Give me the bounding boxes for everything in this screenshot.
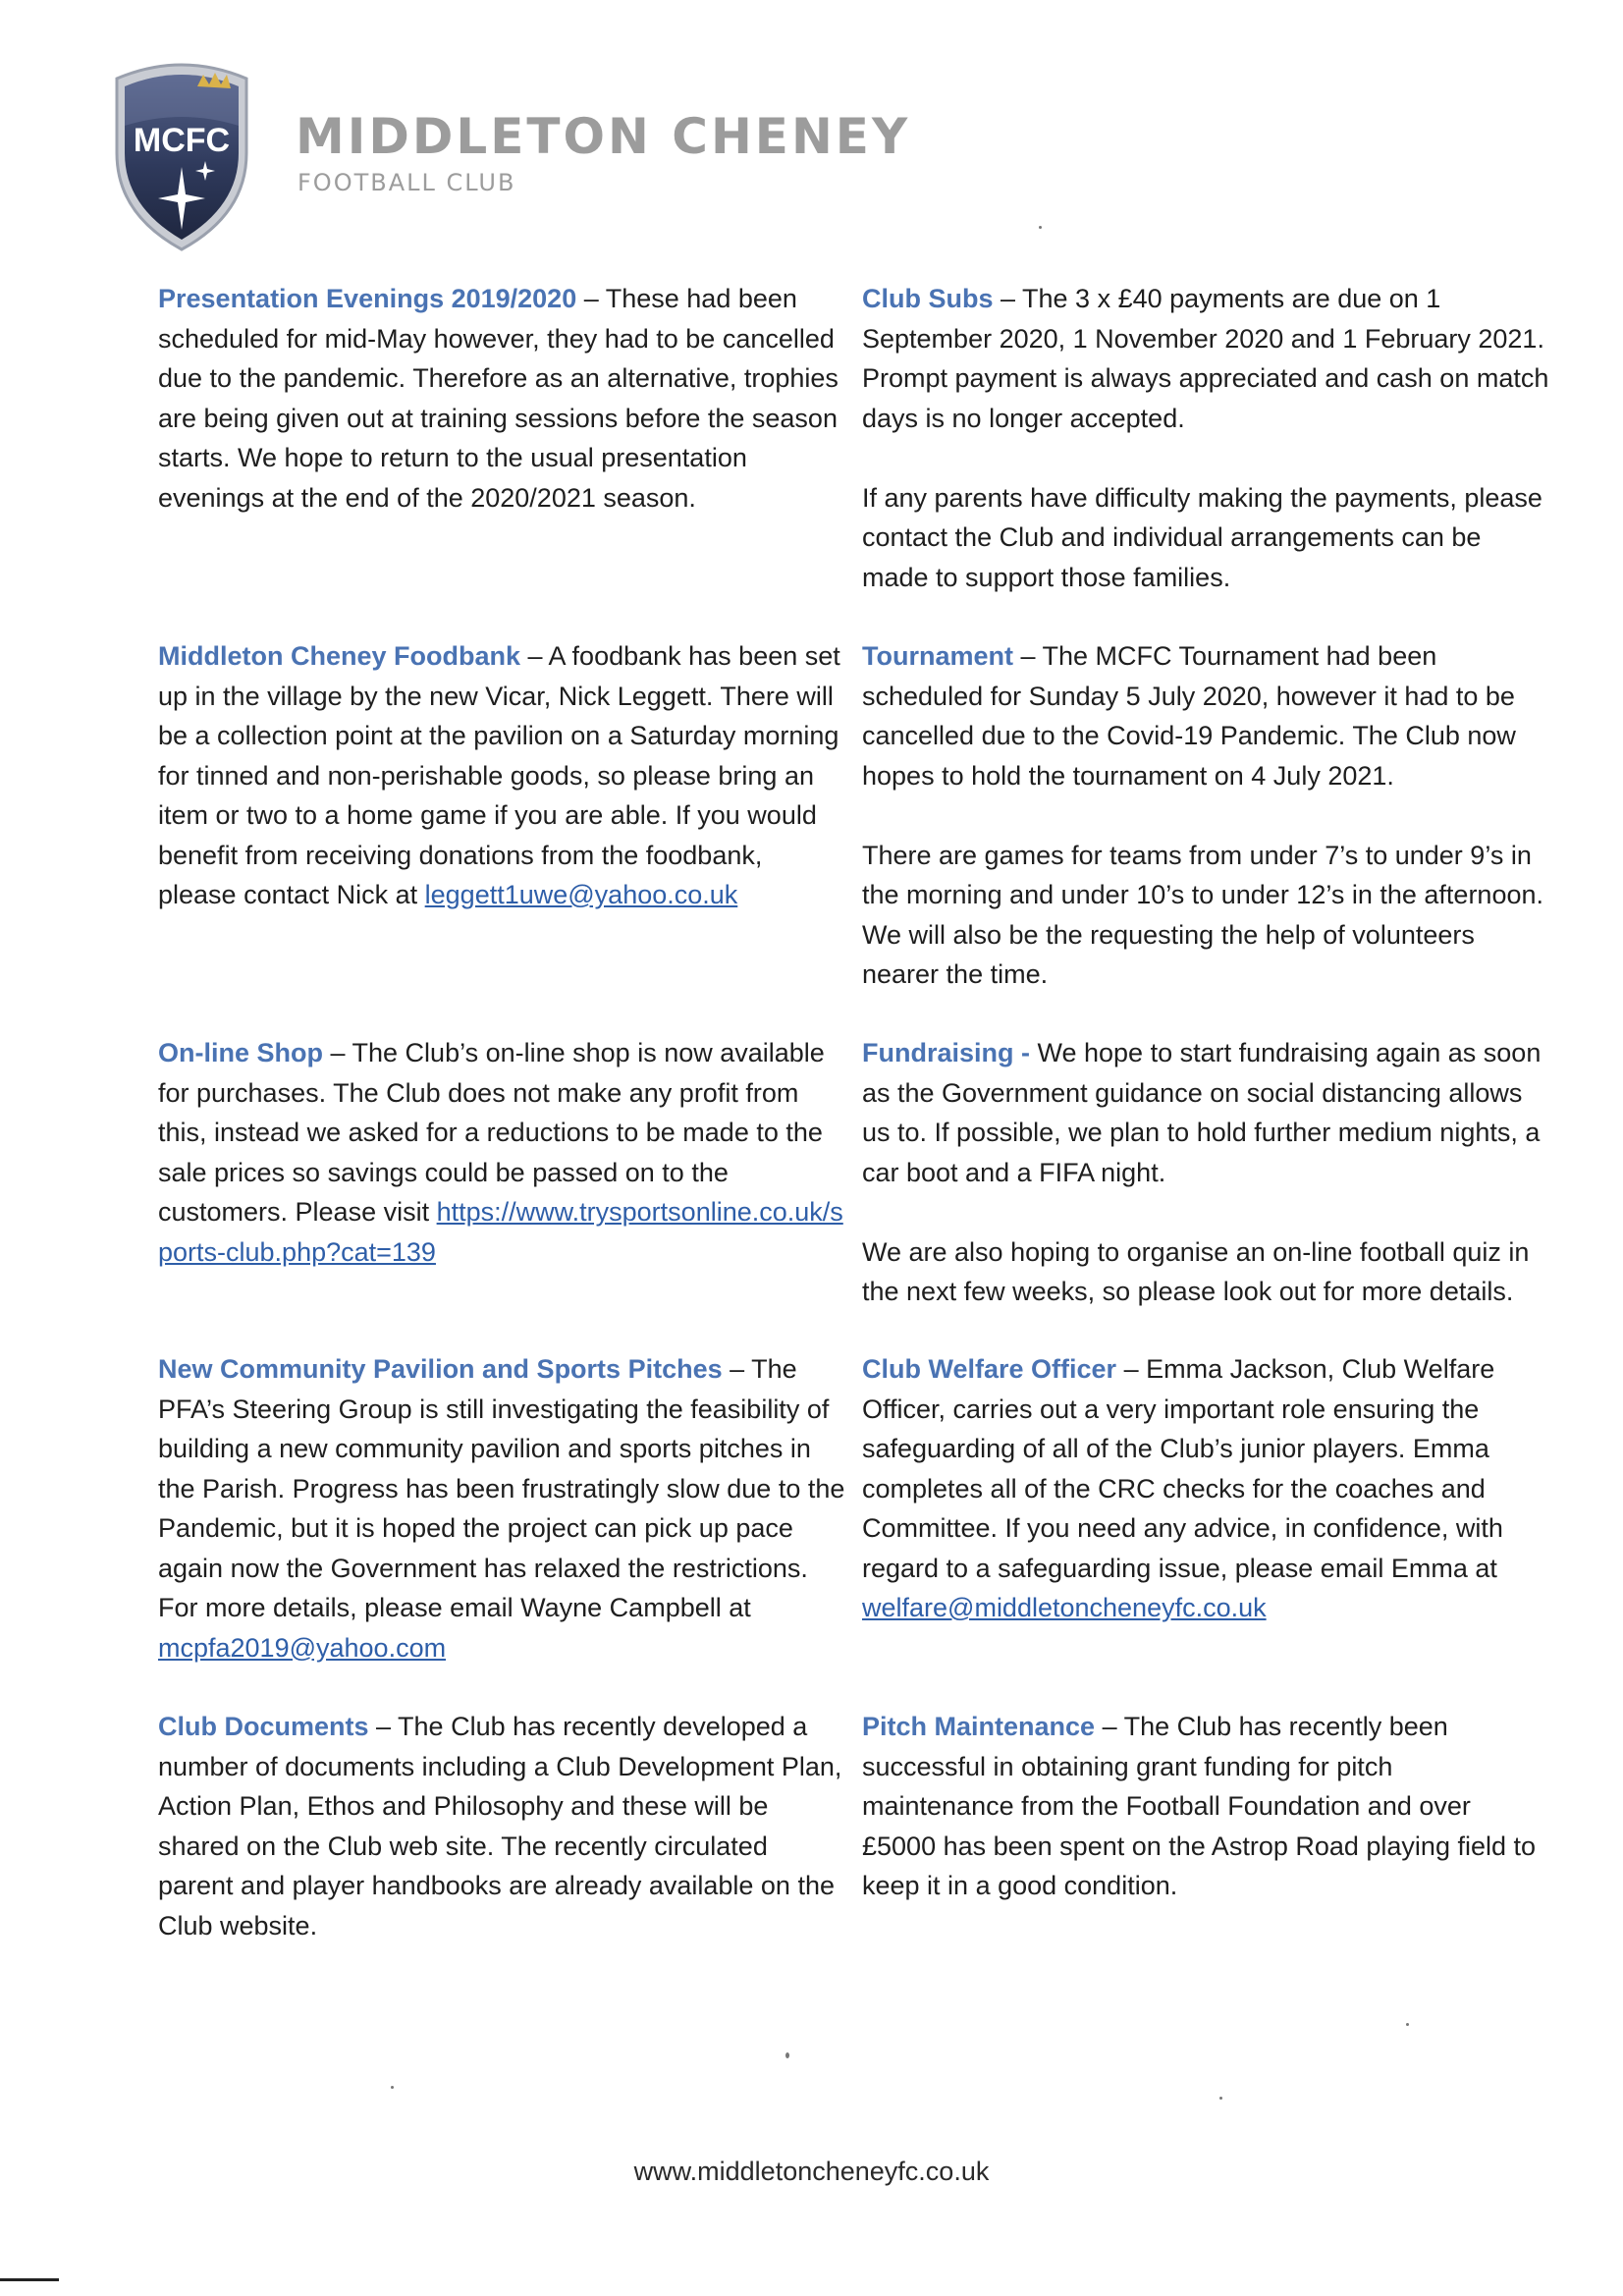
club-name: MIDDLETON CHENEY	[296, 108, 911, 165]
welfare-email-link[interactable]: welfare@middletoncheneyfc.co.uk	[862, 1593, 1267, 1622]
scan-speck	[1406, 2023, 1409, 2026]
section-body: The Club’s on-line shop is now available for purchases. The Club does not make any profit from this, instead we asked for a reductions to be made to the sale prices so savings could be passed on to the customers. Please visit	[158, 1038, 825, 1227]
scan-edge-mark	[0, 2278, 59, 2281]
section-welfare-officer: Club Welfare Officer – Emma Jackson, Club Welfare Officer, carries out a very important role ensuring the safeguarding of all of the Club’s junior players. Emma completes all of the CRC checks for the coaches and Committee. If you need any advice, in confidence, with regard to a safeguarding issue, please email Emma at welfare@middletoncheneyfc.co.uk	[862, 1354, 1503, 1622]
section-club-subs: Club Subs – The 3 x £40 payments are due on 1 September 2020, 1 November 2020 and 1 February 2021. Prompt payment is always appreciated and cash on match days is no longer accepted. If any parents have difficulty making the payments, please contact the Club and individual arrangements can be made to support those families.	[862, 279, 1549, 597]
section-body-2: There are games for teams from under 7’s to under 9’s in the morning and under 10’s to under 12’s in the afternoon. We will also be the requesting the help of volunteers nearer the time.	[862, 840, 1543, 989]
section-body: The Club has recently been successful in obtaining grant funding for pitch maintenance from the Football Foundation and over £5000 has been spent on the Astrop Road playing field to keep it in a good condition.	[862, 1712, 1537, 1900]
section-body: The Club has recently developed a number of documents including a Club Development Plan, Action Plan, Ethos and Philosophy and these will be shared on the Club web site. The recently circulated parent and player handbooks are already available on the Club website.	[158, 1712, 842, 1941]
pavilion-email-link[interactable]: mcpfa2019@yahoo.com	[158, 1632, 447, 1663]
section-body: A foodbank has been set up in the village by the new Vicar, Nick Leggett. There will be a collection point at the pavilion on a Saturday morning for tinned and non-perishable goods, so please bring an item or two to a home game if you are able. If you would benefit from receiving donations from the foodbank, please contact Nick at	[158, 641, 840, 909]
scan-speck	[785, 2052, 789, 2058]
section-heading: On-line Shop	[158, 1038, 323, 1067]
section-body: The PFA’s Steering Group is still investigating the feasibility of building a new community pavilion and sports pitches in the Parish. Progress has been frustratingly slow due to the Pandemic, but it is hoped the project can pick up pace again now the Government has relaxed the restrictions. For more details, please email Wayne Campbell at	[158, 1354, 845, 1622]
section-club-documents: Club Documents – The Club has recently developed a number of documents including a Club Development Plan, Action Plan, Ethos and Philosophy and these will be shared on the Club web site. The recently circulated parent and player handbooks are already available on the Club website.	[158, 1712, 842, 1941]
section-pavilion: New Community Pavilion and Sports Pitches – The PFA’s Steering Group is still investigating the feasibility of building a new community pavilion and sports pitches in the Parish. Progress has been frustratingly slow due to the Pandemic, but it is hoped the project can pick up pace again now the Government has relaxed the restrictions. For more details, please email Wayne Campbell at mcpfa2019@yahoo.com	[158, 1354, 845, 1663]
section-tournament: Tournament – The MCFC Tournament had been scheduled for Sunday 5 July 2020, however it had to be cancelled due to the Covid-19 Pandemic. The Club now hopes to hold the tournament on 4 July 2021. There are games for teams from under 7’s to under 9’s in the morning and under 10’s to under 12’s in the afternoon. We will also be the requesting the help of volunteers nearer the time.	[862, 636, 1549, 995]
scan-speck	[1219, 2097, 1222, 2100]
section-heading: Tournament	[862, 641, 1013, 671]
section-heading: New Community Pavilion and Sports Pitches	[158, 1354, 723, 1384]
section-body-2: If any parents have difficulty making the payments, please contact the Club and individual arrangements can be made to support those families.	[862, 482, 1542, 592]
shop-url-link[interactable]: https://www.trysportsonline.co.uk/sports-club.php?cat=139	[158, 1197, 843, 1267]
club-crest-logo	[103, 57, 260, 253]
section-online-shop: On-line Shop – The Club’s on-line shop is now available for purchases. The Club does not make any profit from this, instead we asked for a reductions to be made to the sale prices so savings could be passed on to the customers. Please visit https://www.trysportsonline.co.uk/sports-club.php?cat=139	[158, 1038, 843, 1267]
scan-speck	[391, 2086, 394, 2089]
section-body: These had been scheduled for mid-May however, they had to be cancelled due to the pandemic. Therefore as an alternative, trophies are being given out at training sessions before the season starts. We hope to return to the usual presentation evenings at the end of the 2020/2021 season.	[158, 284, 839, 513]
section-pitch-maintenance: Pitch Maintenance – The Club has recently been successful in obtaining grant funding for pitch maintenance from the Football Foundation and over £5000 has been spent on the Astrop Road playing field to keep it in a good condition.	[862, 1712, 1537, 1900]
section-heading: Club Welfare Officer	[862, 1354, 1117, 1384]
footer-website: www.middletoncheneyfc.co.uk	[633, 2157, 990, 2186]
crest-text: MCFC	[133, 122, 231, 159]
letterhead	[103, 57, 911, 253]
section-body: We hope to start fundraising again as soon as the Government guidance on social distancing allows us to. If possible, we plan to hold further medium nights, a car boot and a FIFA night.	[862, 1038, 1542, 1187]
section-body: The 3 x £40 payments are due on 1 September 2020, 1 November 2020 and 1 February 2021. Prompt payment is always appreciated and cash on match days is no longer accepted.	[862, 284, 1549, 433]
club-subtitle: FOOTBALL CLUB	[298, 169, 516, 196]
scan-speck	[1039, 226, 1042, 229]
section-body: The MCFC Tournament had been scheduled for Sunday 5 July 2020, however it had to be cancelled due to the Covid-19 Pandemic. The Club now hopes to hold the tournament on 4 July 2021.	[862, 641, 1516, 791]
section-foodbank: Middleton Cheney Foodbank – A foodbank has been set up in the village by the new Vicar, Nick Leggett. There will be a collection point at the pavilion on a Saturday morning for tinned and non-perishable goods, so please bring an item or two to a home game if you are able. If you would benefit from receiving donations from the foodbank, please contact Nick at leggett1uwe@yahoo.co.uk	[158, 641, 840, 909]
section-body: Emma Jackson, Club Welfare Officer, carries out a very important role ensuring the safeguarding of all of the Club’s junior players. Emma completes all of the CRC checks for the coaches and Committee. If you need any advice, in confidence, with regard to a safeguarding issue, please email Emma at	[862, 1354, 1503, 1583]
section-heading: Middleton Cheney Foodbank	[158, 641, 520, 671]
section-heading: Presentation Evenings 2019/2020	[158, 284, 577, 313]
section-heading: Pitch Maintenance	[862, 1712, 1096, 1741]
section-heading: Club Subs	[862, 284, 994, 313]
section-body-2: We are also hoping to organise an on-line football quiz in the next few weeks, so please look out for more details.	[862, 1236, 1530, 1306]
section-presentation: Presentation Evenings 2019/2020 – These had been scheduled for mid-May however, they had to be cancelled due to the pandemic. Therefore as an alternative, trophies are being given out at training sessions before the season starts. We hope to return to the usual presentation evenings at the end of the 2020/2021 season.	[158, 284, 839, 513]
section-fundraising: Fundraising - We hope to start fundraising again as soon as the Government guidance on social distancing allows us to. If possible, we plan to hold further medium nights, a car boot and a FIFA night. We are also hoping to organise an on-line football quiz in the next few weeks, so please look out for more details.	[862, 1033, 1549, 1312]
foodbank-email-link[interactable]: leggett1uwe@yahoo.co.uk	[424, 880, 738, 909]
section-heading: Fundraising	[862, 1038, 1014, 1067]
section-heading: Club Documents	[158, 1712, 369, 1741]
